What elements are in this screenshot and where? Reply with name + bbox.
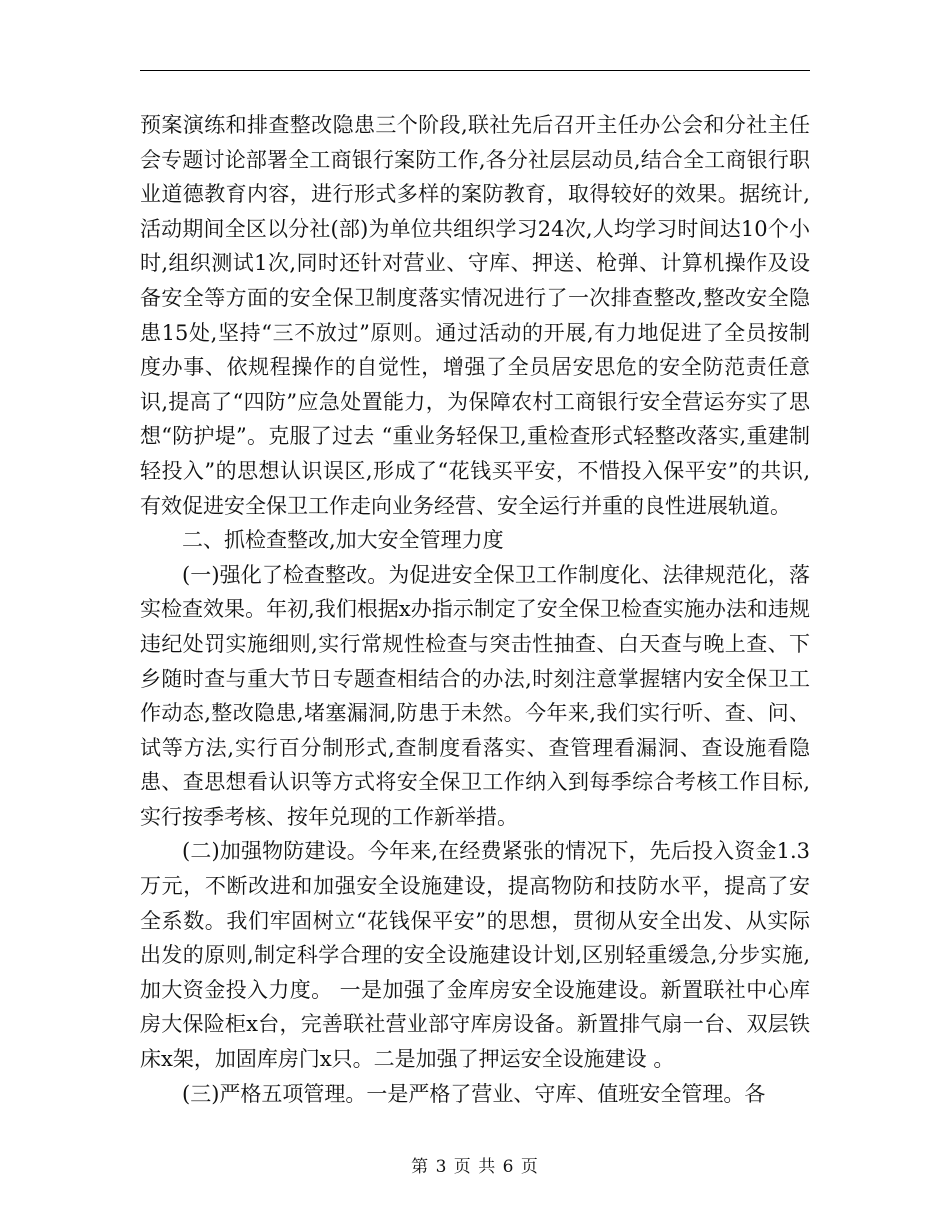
paragraph-2: (一)强化了检查整改。为促进安全保卫工作制度化、法律规范化，落实检查效果。年初,我们根据x办指示制定了安全保卫检查实施办法和违规违纪处罚实施细则,实行常规性检查与突击性抽查、白天查与晚上查、下乡随时查与重大节日专题查相结合的办法,时刻注意掌握辖内安全保卫工作动态,整改隐患,堵塞漏洞,防患于未然。今年来,我们实行听、查、问、试等方法,实行百分制形式,查制度看落实、查管理看漏洞、查设施看隐患、查思想看认识等方式将安全保卫工作纳入到每季综合考核工作目标,实行按季考核、按年兑现的工作新举措。 — [140, 562, 810, 829]
header-rule — [140, 70, 810, 71]
paragraph-1: 预案演练和排查整改隐患三个阶段,联社先后召开主任办公会和分社主任会专题讨论部署全工商银行案防工作,各分社层层动员,结合全工商银行职业道德教育内容，进行形式多样的案防教育，取得较好的效果。据统计,活动期间全区以分社(部)为单位共组织学习24次,人均学习时间达10个小时,组织测试1次,同时还针对营业、守库、押送、枪弹、计算机操作及设备安全等方面的安全保卫制度落实情况进行了一次排查整改,整改安全隐患15处,坚持“三不放过”原则。通过活动的开展,有力地促进了全员按制度办事、依规程操作的自觉性，增强了全员居安思危的安全防范责任意识,提高了“四防”应急处置能力，为保障农村工商银行安全营运夯实了思想“防护堤”。克服了过去 “重业务轻保卫,重检查形式轻整改落实,重建制轻投入”的思想认识误区,形成了“花钱买平安，不惜投入保平安”的共识,有效促进安全保卫工作走向业务经营、安全运行并重的良性进展轨道。 — [140, 113, 810, 518]
page-number-footer: 第 3 页 共 6 页 — [411, 1157, 539, 1177]
section-heading: 二、抓检查整改,加大安全管理力度 — [182, 528, 504, 553]
document-body — [140, 108, 810, 1111]
paragraph-3: (二)加强物防建设。今年来,在经费紧张的情况下，先后投入资金1.3万元，不断改进和加强安全设施建设，提高物防和技防水平，提高了安全系数。我们牢固树立“花钱保平安”的思想，贯彻从安全出发、从实际出发的原则,制定科学合理的安全设施建设计划,区别轻重缓急,分步实施,加大资金投入力度。 一是加强了金库房安全设施建设。新置联社中心库房大保险柜x台，完善联社营业部守库房设备。新置排气扇一台、双层铁床x架，加固库房门x只。二是加强了押运安全设施建设 。 — [140, 839, 810, 1072]
paragraph-4: (三)严格五项管理。一是严格了营业、守库、值班安全管理。各 — [182, 1081, 766, 1106]
